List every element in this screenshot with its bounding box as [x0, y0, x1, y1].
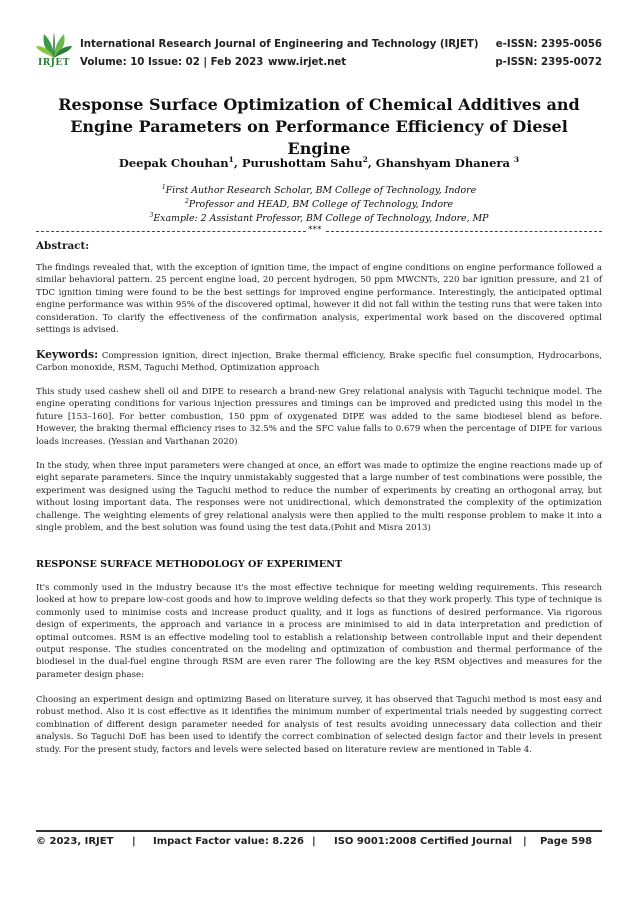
abstract-text: The findings revealed that, with the exception of ignition time, the impact of engine conditions on engine performance followed a similar behavioral pattern. 25 percent engine load, 20 percent hydrogen, 50 ppm MWCNTs, 220 bar ignition pressure, and 21 of TDC ignition timing were found to be the best settings for improved engine performance. Interestingly, the anticipated optimal engine performance was within 95% of the discovered optimal, however it did not fall within the testing runs that were taken into consideration. To clarify the effectiveness of the confirmation analysis, experimental work based on the discovered optimal settings is advised.	[36, 263, 602, 336]
footer-separator: |	[132, 836, 136, 847]
journal-header	[36, 30, 602, 74]
section-paragraph: Choosing an experiment design and optimizing Based on literature survey, it has observed that Taguchi method is most easy and robust method. Also it is cost effective as it identifies the minimum number of experimental trials needed by suggesting correct combination of different design parameter needed for analysis of test results avoiding unnecessary data collection and their analysis. So Taguchi DoE has been used to identify the correct combination of selected design factor and their levels in present study. For the present study, factors and levels were selected based on literature review are mentioned in Table 4.	[36, 695, 602, 755]
affiliation	[36, 198, 602, 210]
eissn: e-ISSN: 2395-0056	[495, 39, 602, 50]
author-mark: 3	[513, 155, 520, 164]
affiliation-text: First Author Research Scholar, BM College of Technology, Indore	[165, 185, 477, 197]
author-mark: 2	[362, 155, 368, 164]
affiliation	[36, 212, 602, 224]
footer-rule	[36, 830, 602, 832]
footer-page-number: Page 598	[540, 836, 593, 847]
pissn: p-ISSN: 2395-0072	[495, 57, 602, 68]
website-link[interactable]: www.irjet.net	[268, 57, 347, 68]
dashed-line	[326, 231, 602, 232]
author-list: Deepak Chouhan$^1$, Purushottam Sahu$^2$, Ghanshyam Dhanera $^3$	[118, 155, 520, 170]
keywords-label: Keywords:	[36, 348, 99, 361]
author-name: Deepak Chouhan	[118, 155, 229, 170]
abstract-heading: Abstract:	[36, 240, 90, 252]
separator-stars: ***	[308, 225, 322, 235]
body-paragraph: This study used cashew shell oil and DIPE to research a brand-new Grey relational analysis with Taguchi technique model. The engine operating conditions for various injection pressures and timings can be improved and predicted using this model in the future [153–160]. For better combustion, 150 ppm of oxygenated DIPE was added to the same biodiesel blend as before. However, the braking thermal efficiency rises to 32.5% and the SFC value falls to 0.679 when the percentage of DIPE for various loads increases. (Yessian and Varthanan 2020)	[36, 387, 602, 447]
affiliation-mark: 2	[184, 198, 189, 205]
irjet-logo	[36, 30, 72, 70]
section-heading: RESPONSE SURFACE METHODOLOGY OF EXPERIMENT	[36, 559, 343, 570]
author-mark: 1	[228, 155, 234, 164]
affiliation-mark: 1	[161, 184, 166, 191]
footer-iso: ISO 9001:2008 Certified Journal	[334, 836, 513, 847]
affiliation-mark: 3	[149, 212, 154, 219]
body-paragraph: In the study, when three input parameters were changed at once, an effort was made to optimize the engine reactions made up of eight separate parameters. Since the inquiry unmistakably suggested that a large number of test combinations were possible, the experiment was designed using the Taguchi method to reduce the number of experiments by creating an orthogonal array, but without losing important data. The responses were not unidirectional, which demonstrated the complexity of the optimization challenge. The weighting elements of grey relational analysis were then applied to the multi response problem to make it into a single problem, and the best solution was found using the test data.(Pohit and Misra 2013)	[36, 461, 602, 534]
footer-separator: |	[312, 836, 316, 847]
keywords	[36, 349, 602, 375]
paper-title: Response Surface Optimization of Chemical Additives and Engine Parameters on Performance Efficiency of Diesel Engine	[58, 95, 580, 158]
dashed-line	[36, 231, 306, 232]
affiliation-text: Example: 2 Assistant Professor, BM College of Technology, Indore, MP	[153, 213, 489, 225]
leaf-logo-icon	[36, 30, 72, 60]
journal-name: International Research Journal of Engineering and Technology (IRJET)	[80, 39, 479, 50]
footer-copyright: © 2023, IRJET	[36, 836, 114, 847]
affiliation-text: Professor and HEAD, BM College of Technology, Indore	[188, 199, 454, 211]
footer-separator: |	[523, 836, 527, 847]
affiliation	[36, 184, 602, 196]
keywords-text: Compression ignition, direct injection, Brake thermal efficiency, Brake specific fuel consumption, Hydrocarbons, Carbon monoxide, RSM, Taguchi Method, Optimization approach	[36, 351, 602, 374]
volume-issue: Volume: 10 Issue: 02 | Feb 2023	[80, 57, 264, 68]
section-separator	[36, 225, 602, 237]
author-name: Ghanshyam Dhanera	[375, 155, 510, 170]
logo-text: IRJET	[37, 58, 70, 68]
section-paragraph: It's commonly used in the industry because it's the most effective technique for meeting welding requirements. This research looked at how to prepare low-cost goods and how to improve welding defects so that they work properly. This type of technique is commonly used to minimise costs and increase product quality, and it logs as functions of desired performance. Via rigorous design of experiments, the approach and variance in a process are minimised to aid in data interpretation and prediction of optimal outcomes. RSM is an effective modeling tool to establish a relationship between controllable input and their dependent output response. The studies concentrated on the modeling and optimization of combustion and thermal performance of the biodiesel in the dual-fuel engine through RSM are even rarer The following are the key RSM objectives and measures for the parameter design phase:	[36, 583, 602, 680]
author-name: Purushottam Sahu	[241, 155, 363, 170]
footer-impact-factor: Impact Factor value: 8.226	[153, 836, 304, 847]
